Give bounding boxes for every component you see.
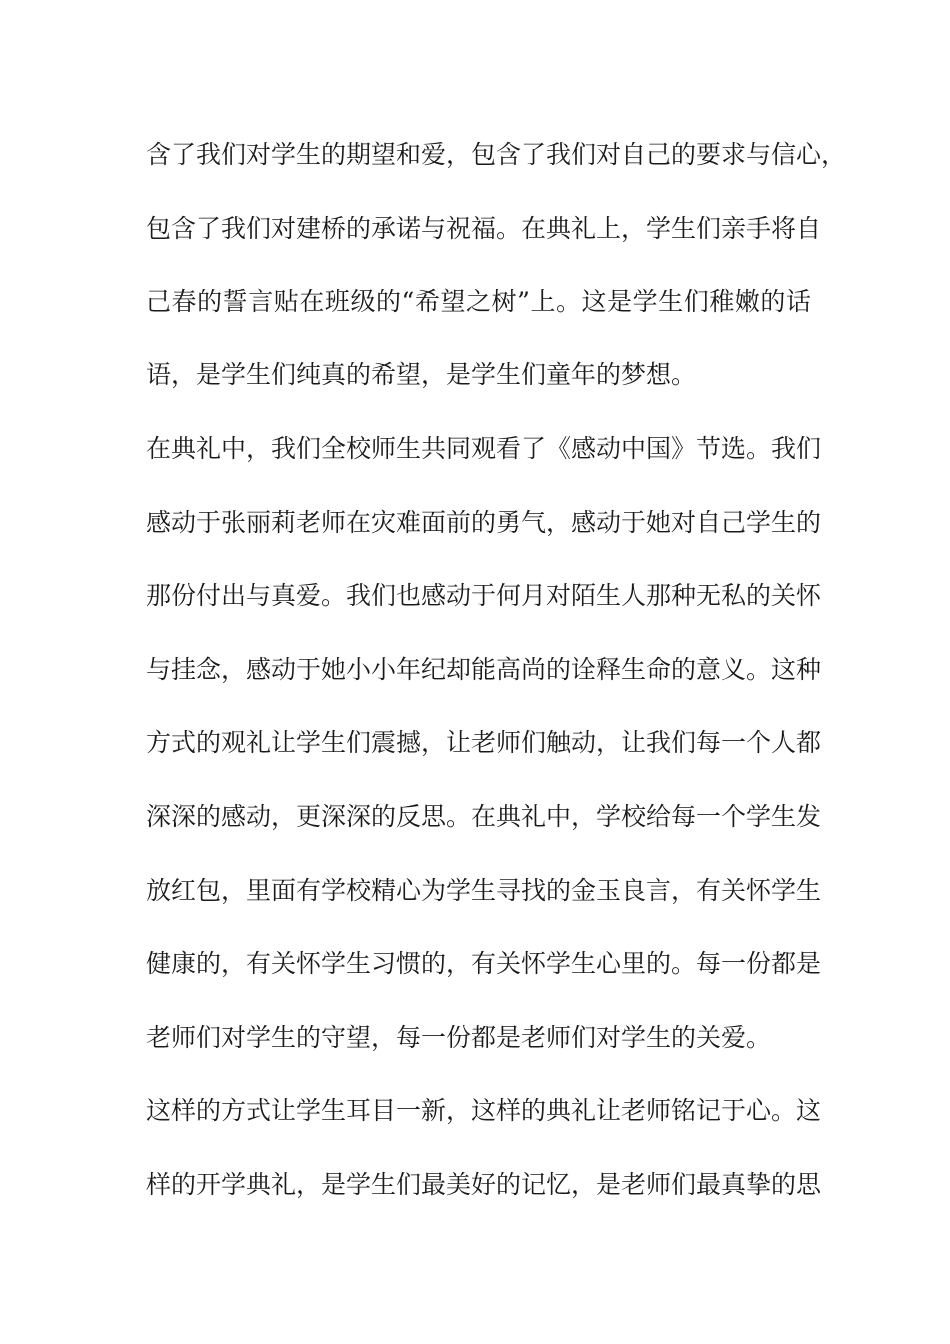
text-line: 语，是学生们纯真的希望，是学生们童年的梦想。 [146,360,697,389]
text-line: 与挂念，感动于她小小年纪却能高尚的诠释生命的意义。这种 [146,655,822,684]
text-line: 感动于张丽莉老师在灾难面前的勇气，感动于她对自己学生的 [146,508,822,537]
text-line: 深深的感动，更深深的反思。在典礼中，学校给每一个学生发 [146,802,822,831]
text-line: 放红包，里面有学校精心为学生寻找的金玉良言，有关怀学生 [146,876,822,905]
text-line: 方式的观礼让学生们震撼，让老师们触动，让我们每一个人都 [146,728,822,757]
text-line: 含了我们对学生的期望和爱，包含了我们对自己的要求与信心， [146,140,847,169]
text-line: 己春的誓言贴在班级的“希望之树”上。这是学生们稚嫩的话 [146,287,811,316]
text-line: 包含了我们对建桥的承诺与祝福。在典礼上，学生们亲手将自 [146,214,822,243]
text-line: 在典礼中，我们全校师生共同观看了《感动中国》节选。我们 [146,434,822,463]
text-line: 样的开学典礼，是学生们最美好的记忆，是老师们最真挚的思 [146,1170,822,1199]
text-line: 那份付出与真爱。我们也感动于何月对陌生人那种无私的关怀 [146,581,822,610]
text-line: 健康的，有关怀学生习惯的，有关怀学生心里的。每一份都是 [146,949,822,978]
text-line: 这样的方式让学生耳目一新，这样的典礼让老师铭记于心。这 [146,1096,822,1125]
text-line: 老师们对学生的守望，每一份都是老师们对学生的关爱。 [146,1023,772,1052]
